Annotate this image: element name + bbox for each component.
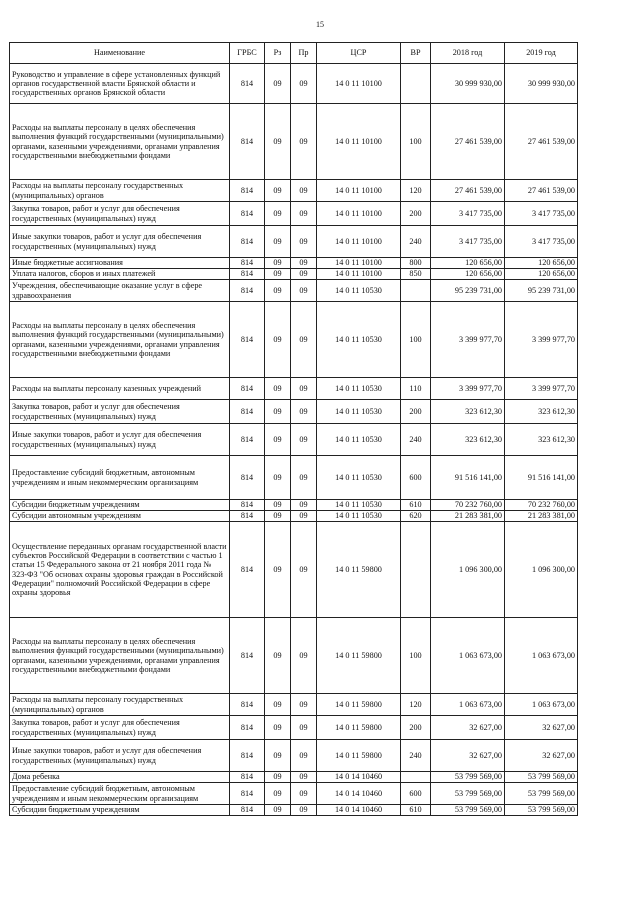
- cell-grbs: 814: [230, 400, 265, 424]
- cell-csr: 14 0 11 10100: [317, 104, 401, 180]
- cell-year-2018: 120 656,00: [431, 258, 505, 269]
- cell-csr: 14 0 11 59800: [317, 716, 401, 740]
- cell-pr: 09: [291, 378, 317, 400]
- cell-grbs: 814: [230, 805, 265, 816]
- cell-grbs: 814: [230, 378, 265, 400]
- cell-csr: 14 0 11 10100: [317, 269, 401, 280]
- table-row: [10, 511, 578, 522]
- cell-pr: 09: [291, 180, 317, 202]
- cell-pr: 09: [291, 511, 317, 522]
- cell-csr: 14 0 11 10100: [317, 226, 401, 258]
- cell-name: Иные бюджетные ассигнования: [10, 258, 230, 269]
- cell-grbs: 814: [230, 180, 265, 202]
- cell-rz: 09: [265, 180, 291, 202]
- table-row: [10, 522, 578, 618]
- cell-name: Закупка товаров, работ и услуг для обеспечения государственных (муниципальных) нужд: [10, 716, 230, 740]
- cell-grbs: 814: [230, 740, 265, 772]
- table-row: [10, 783, 578, 805]
- cell-csr: 14 0 11 59800: [317, 522, 401, 618]
- cell-year-2019: 32 627,00: [505, 716, 578, 740]
- cell-vr: 100: [401, 302, 431, 378]
- cell-name: Закупка товаров, работ и услуг для обеспечения государственных (муниципальных) нужд: [10, 202, 230, 226]
- cell-name: Субсидии автономным учреждениям: [10, 511, 230, 522]
- cell-rz: 09: [265, 694, 291, 716]
- cell-vr: 200: [401, 202, 431, 226]
- cell-year-2018: 53 799 569,00: [431, 783, 505, 805]
- cell-grbs: 814: [230, 226, 265, 258]
- cell-year-2019: 1 063 673,00: [505, 694, 578, 716]
- table-row: [10, 202, 578, 226]
- cell-vr: 120: [401, 694, 431, 716]
- cell-name: Расходы на выплаты персоналу государственных (муниципальных) органов: [10, 694, 230, 716]
- cell-rz: 09: [265, 522, 291, 618]
- cell-grbs: 814: [230, 772, 265, 783]
- cell-pr: 09: [291, 740, 317, 772]
- cell-grbs: 814: [230, 258, 265, 269]
- cell-name: Дома ребенка: [10, 772, 230, 783]
- cell-year-2018: 27 461 539,00: [431, 180, 505, 202]
- cell-year-2018: 91 516 141,00: [431, 456, 505, 500]
- cell-rz: 09: [265, 500, 291, 511]
- cell-year-2019: 3 399 977,70: [505, 378, 578, 400]
- cell-year-2019: 1 096 300,00: [505, 522, 578, 618]
- cell-pr: 09: [291, 269, 317, 280]
- cell-year-2018: 1 063 673,00: [431, 618, 505, 694]
- header-rz: Рз: [265, 43, 291, 64]
- cell-pr: 09: [291, 500, 317, 511]
- cell-grbs: 814: [230, 456, 265, 500]
- table-header-row: [10, 43, 578, 64]
- cell-name: Руководство и управление в сфере установленных функций органов государственной власти Брянской области и государственных органов Брянской области: [10, 64, 230, 104]
- header-csr: ЦСР: [317, 43, 401, 64]
- cell-rz: 09: [265, 64, 291, 104]
- cell-pr: 09: [291, 424, 317, 456]
- cell-vr: 240: [401, 424, 431, 456]
- cell-year-2018: 95 239 731,00: [431, 280, 505, 302]
- cell-grbs: 814: [230, 269, 265, 280]
- cell-pr: 09: [291, 104, 317, 180]
- cell-rz: 09: [265, 269, 291, 280]
- cell-rz: 09: [265, 772, 291, 783]
- cell-year-2019: 70 232 760,00: [505, 500, 578, 511]
- cell-rz: 09: [265, 226, 291, 258]
- cell-csr: 14 0 11 10100: [317, 180, 401, 202]
- table-row: [10, 64, 578, 104]
- cell-year-2019: 120 656,00: [505, 269, 578, 280]
- table-row: [10, 226, 578, 258]
- table-row: [10, 772, 578, 783]
- cell-vr: [401, 64, 431, 104]
- cell-name: Иные закупки товаров, работ и услуг для обеспечения государственных (муниципальных) нужд: [10, 424, 230, 456]
- cell-csr: 14 0 11 59800: [317, 740, 401, 772]
- cell-grbs: 814: [230, 424, 265, 456]
- budget-table: [9, 42, 578, 816]
- cell-grbs: 814: [230, 302, 265, 378]
- cell-vr: 200: [401, 716, 431, 740]
- cell-grbs: 814: [230, 522, 265, 618]
- cell-rz: 09: [265, 618, 291, 694]
- cell-vr: 240: [401, 226, 431, 258]
- table-row: [10, 378, 578, 400]
- cell-pr: 09: [291, 64, 317, 104]
- header-pr: Пр: [291, 43, 317, 64]
- cell-name: Расходы на выплаты персоналу в целях обеспечения выполнения функций государственными (муниципальными) органами, казенными учреждениями, органами управления государственными внебюджетными фондами: [10, 302, 230, 378]
- cell-rz: 09: [265, 104, 291, 180]
- cell-grbs: 814: [230, 280, 265, 302]
- cell-name: Уплата налогов, сборов и иных платежей: [10, 269, 230, 280]
- cell-name: Закупка товаров, работ и услуг для обеспечения государственных (муниципальных) нужд: [10, 400, 230, 424]
- cell-name: Иные закупки товаров, работ и услуг для обеспечения государственных (муниципальных) нужд: [10, 226, 230, 258]
- cell-year-2018: 70 232 760,00: [431, 500, 505, 511]
- cell-year-2018: 120 656,00: [431, 269, 505, 280]
- cell-name: Предоставление субсидий бюджетным, автономным учреждениям и иным некоммерческим организациям: [10, 783, 230, 805]
- cell-vr: 850: [401, 269, 431, 280]
- cell-pr: 09: [291, 522, 317, 618]
- header-year-2018: 2018 год: [431, 43, 505, 64]
- table-row: [10, 302, 578, 378]
- table-row: [10, 805, 578, 816]
- cell-pr: 09: [291, 226, 317, 258]
- table-row: [10, 456, 578, 500]
- cell-vr: 110: [401, 378, 431, 400]
- cell-rz: 09: [265, 202, 291, 226]
- cell-pr: 09: [291, 716, 317, 740]
- cell-name: Расходы на выплаты персоналу в целях обеспечения выполнения функций государственными (муниципальными) органами, казенными учреждениями, органами управления государственными внебюджетными фондами: [10, 618, 230, 694]
- cell-pr: 09: [291, 783, 317, 805]
- cell-pr: 09: [291, 280, 317, 302]
- cell-grbs: 814: [230, 104, 265, 180]
- table-row: [10, 400, 578, 424]
- cell-grbs: 814: [230, 716, 265, 740]
- cell-name: Субсидии бюджетным учреждениям: [10, 805, 230, 816]
- header-year-2019: 2019 год: [505, 43, 578, 64]
- cell-year-2019: 3 417 735,00: [505, 202, 578, 226]
- cell-vr: 240: [401, 740, 431, 772]
- cell-year-2018: 1 063 673,00: [431, 694, 505, 716]
- cell-year-2018: 323 612,30: [431, 424, 505, 456]
- cell-grbs: 814: [230, 618, 265, 694]
- cell-year-2019: 21 283 381,00: [505, 511, 578, 522]
- cell-year-2018: 30 999 930,00: [431, 64, 505, 104]
- cell-grbs: 814: [230, 202, 265, 226]
- header-vr: ВР: [401, 43, 431, 64]
- cell-year-2018: 53 799 569,00: [431, 772, 505, 783]
- cell-name: Расходы на выплаты персоналу государственных (муниципальных) органов: [10, 180, 230, 202]
- cell-name: Расходы на выплаты персоналу в целях обеспечения выполнения функций государственными (муниципальными) органами, казенными учреждениями, органами управления государственными внебюджетными фондами: [10, 104, 230, 180]
- cell-year-2018: 32 627,00: [431, 740, 505, 772]
- cell-vr: 100: [401, 618, 431, 694]
- cell-vr: 600: [401, 456, 431, 500]
- cell-pr: 09: [291, 302, 317, 378]
- cell-csr: 14 0 11 10530: [317, 400, 401, 424]
- cell-year-2019: 32 627,00: [505, 740, 578, 772]
- cell-year-2018: 32 627,00: [431, 716, 505, 740]
- cell-csr: 14 0 11 10530: [317, 456, 401, 500]
- cell-pr: 09: [291, 805, 317, 816]
- cell-grbs: 814: [230, 511, 265, 522]
- cell-pr: 09: [291, 400, 317, 424]
- cell-year-2019: 323 612,30: [505, 400, 578, 424]
- cell-year-2018: 3 417 735,00: [431, 202, 505, 226]
- cell-grbs: 814: [230, 500, 265, 511]
- cell-year-2018: 53 799 569,00: [431, 805, 505, 816]
- cell-vr: 100: [401, 104, 431, 180]
- cell-csr: 14 0 11 59800: [317, 694, 401, 716]
- cell-csr: 14 0 14 10460: [317, 805, 401, 816]
- page-number: 15: [316, 20, 324, 29]
- cell-year-2019: 95 239 731,00: [505, 280, 578, 302]
- table-row: [10, 258, 578, 269]
- cell-pr: 09: [291, 258, 317, 269]
- cell-year-2018: 1 096 300,00: [431, 522, 505, 618]
- cell-rz: 09: [265, 302, 291, 378]
- cell-name: Иные закупки товаров, работ и услуг для обеспечения государственных (муниципальных) нужд: [10, 740, 230, 772]
- cell-pr: 09: [291, 694, 317, 716]
- cell-csr: 14 0 11 59800: [317, 618, 401, 694]
- cell-year-2018: 323 612,30: [431, 400, 505, 424]
- cell-vr: 120: [401, 180, 431, 202]
- cell-name: Осуществление переданных органам государственной власти субъектов Российской Федерации в соответствии с частью 1 статьи 15 Федерального закона от 21 ноября 2011 года № 323-ФЗ "Об основах охраны здоровья граждан в Российской Федерации" полномочий Российской Федерации в сфере охраны здоровья: [10, 522, 230, 618]
- cell-year-2019: 3 417 735,00: [505, 226, 578, 258]
- cell-vr: [401, 772, 431, 783]
- table-row: [10, 424, 578, 456]
- table-row: [10, 618, 578, 694]
- cell-pr: 09: [291, 456, 317, 500]
- cell-year-2019: 53 799 569,00: [505, 805, 578, 816]
- cell-vr: [401, 280, 431, 302]
- cell-csr: 14 0 11 10100: [317, 258, 401, 269]
- cell-grbs: 814: [230, 694, 265, 716]
- cell-csr: 14 0 14 10460: [317, 772, 401, 783]
- table-row: [10, 280, 578, 302]
- table-row: [10, 180, 578, 202]
- cell-pr: 09: [291, 772, 317, 783]
- cell-name: Учреждения, обеспечивающие оказание услуг в сфере здравоохранения: [10, 280, 230, 302]
- table-row: [10, 694, 578, 716]
- cell-rz: 09: [265, 783, 291, 805]
- cell-csr: 14 0 11 10530: [317, 378, 401, 400]
- cell-csr: 14 0 11 10530: [317, 500, 401, 511]
- cell-year-2018: 3 399 977,70: [431, 302, 505, 378]
- cell-vr: [401, 522, 431, 618]
- cell-pr: 09: [291, 618, 317, 694]
- cell-year-2018: 3 399 977,70: [431, 378, 505, 400]
- cell-name: Расходы на выплаты персоналу казенных учреждений: [10, 378, 230, 400]
- cell-year-2018: 27 461 539,00: [431, 104, 505, 180]
- cell-year-2019: 53 799 569,00: [505, 783, 578, 805]
- cell-rz: 09: [265, 716, 291, 740]
- table-body: [10, 64, 578, 816]
- cell-vr: 620: [401, 511, 431, 522]
- cell-csr: 14 0 11 10530: [317, 424, 401, 456]
- cell-rz: 09: [265, 400, 291, 424]
- table-row: [10, 500, 578, 511]
- cell-vr: 200: [401, 400, 431, 424]
- cell-year-2019: 3 399 977,70: [505, 302, 578, 378]
- table-row: [10, 716, 578, 740]
- cell-rz: 09: [265, 280, 291, 302]
- table-row: [10, 104, 578, 180]
- cell-vr: 800: [401, 258, 431, 269]
- header-grbs: ГРБС: [230, 43, 265, 64]
- cell-csr: 14 0 14 10460: [317, 783, 401, 805]
- cell-csr: 14 0 11 10530: [317, 511, 401, 522]
- cell-year-2019: 323 612,30: [505, 424, 578, 456]
- cell-vr: 600: [401, 783, 431, 805]
- cell-year-2019: 91 516 141,00: [505, 456, 578, 500]
- cell-rz: 09: [265, 456, 291, 500]
- cell-name: Субсидии бюджетным учреждениям: [10, 500, 230, 511]
- table-row: [10, 740, 578, 772]
- cell-rz: 09: [265, 740, 291, 772]
- cell-rz: 09: [265, 424, 291, 456]
- cell-year-2019: 120 656,00: [505, 258, 578, 269]
- cell-csr: 14 0 11 10530: [317, 280, 401, 302]
- cell-year-2018: 3 417 735,00: [431, 226, 505, 258]
- cell-year-2019: 53 799 569,00: [505, 772, 578, 783]
- header-name: Наименование: [10, 43, 230, 64]
- cell-year-2019: 27 461 539,00: [505, 104, 578, 180]
- cell-year-2019: 27 461 539,00: [505, 180, 578, 202]
- cell-vr: 610: [401, 500, 431, 511]
- cell-csr: 14 0 11 10100: [317, 202, 401, 226]
- table-row: [10, 269, 578, 280]
- cell-name: Предоставление субсидий бюджетным, автономным учреждениям и иным некоммерческим организациям: [10, 456, 230, 500]
- cell-rz: 09: [265, 511, 291, 522]
- cell-rz: 09: [265, 805, 291, 816]
- cell-rz: 09: [265, 258, 291, 269]
- cell-csr: 14 0 11 10100: [317, 64, 401, 104]
- cell-year-2019: 30 999 930,00: [505, 64, 578, 104]
- cell-rz: 09: [265, 378, 291, 400]
- cell-vr: 610: [401, 805, 431, 816]
- cell-csr: 14 0 11 10530: [317, 302, 401, 378]
- cell-year-2018: 21 283 381,00: [431, 511, 505, 522]
- cell-pr: 09: [291, 202, 317, 226]
- cell-grbs: 814: [230, 64, 265, 104]
- cell-year-2019: 1 063 673,00: [505, 618, 578, 694]
- cell-grbs: 814: [230, 783, 265, 805]
